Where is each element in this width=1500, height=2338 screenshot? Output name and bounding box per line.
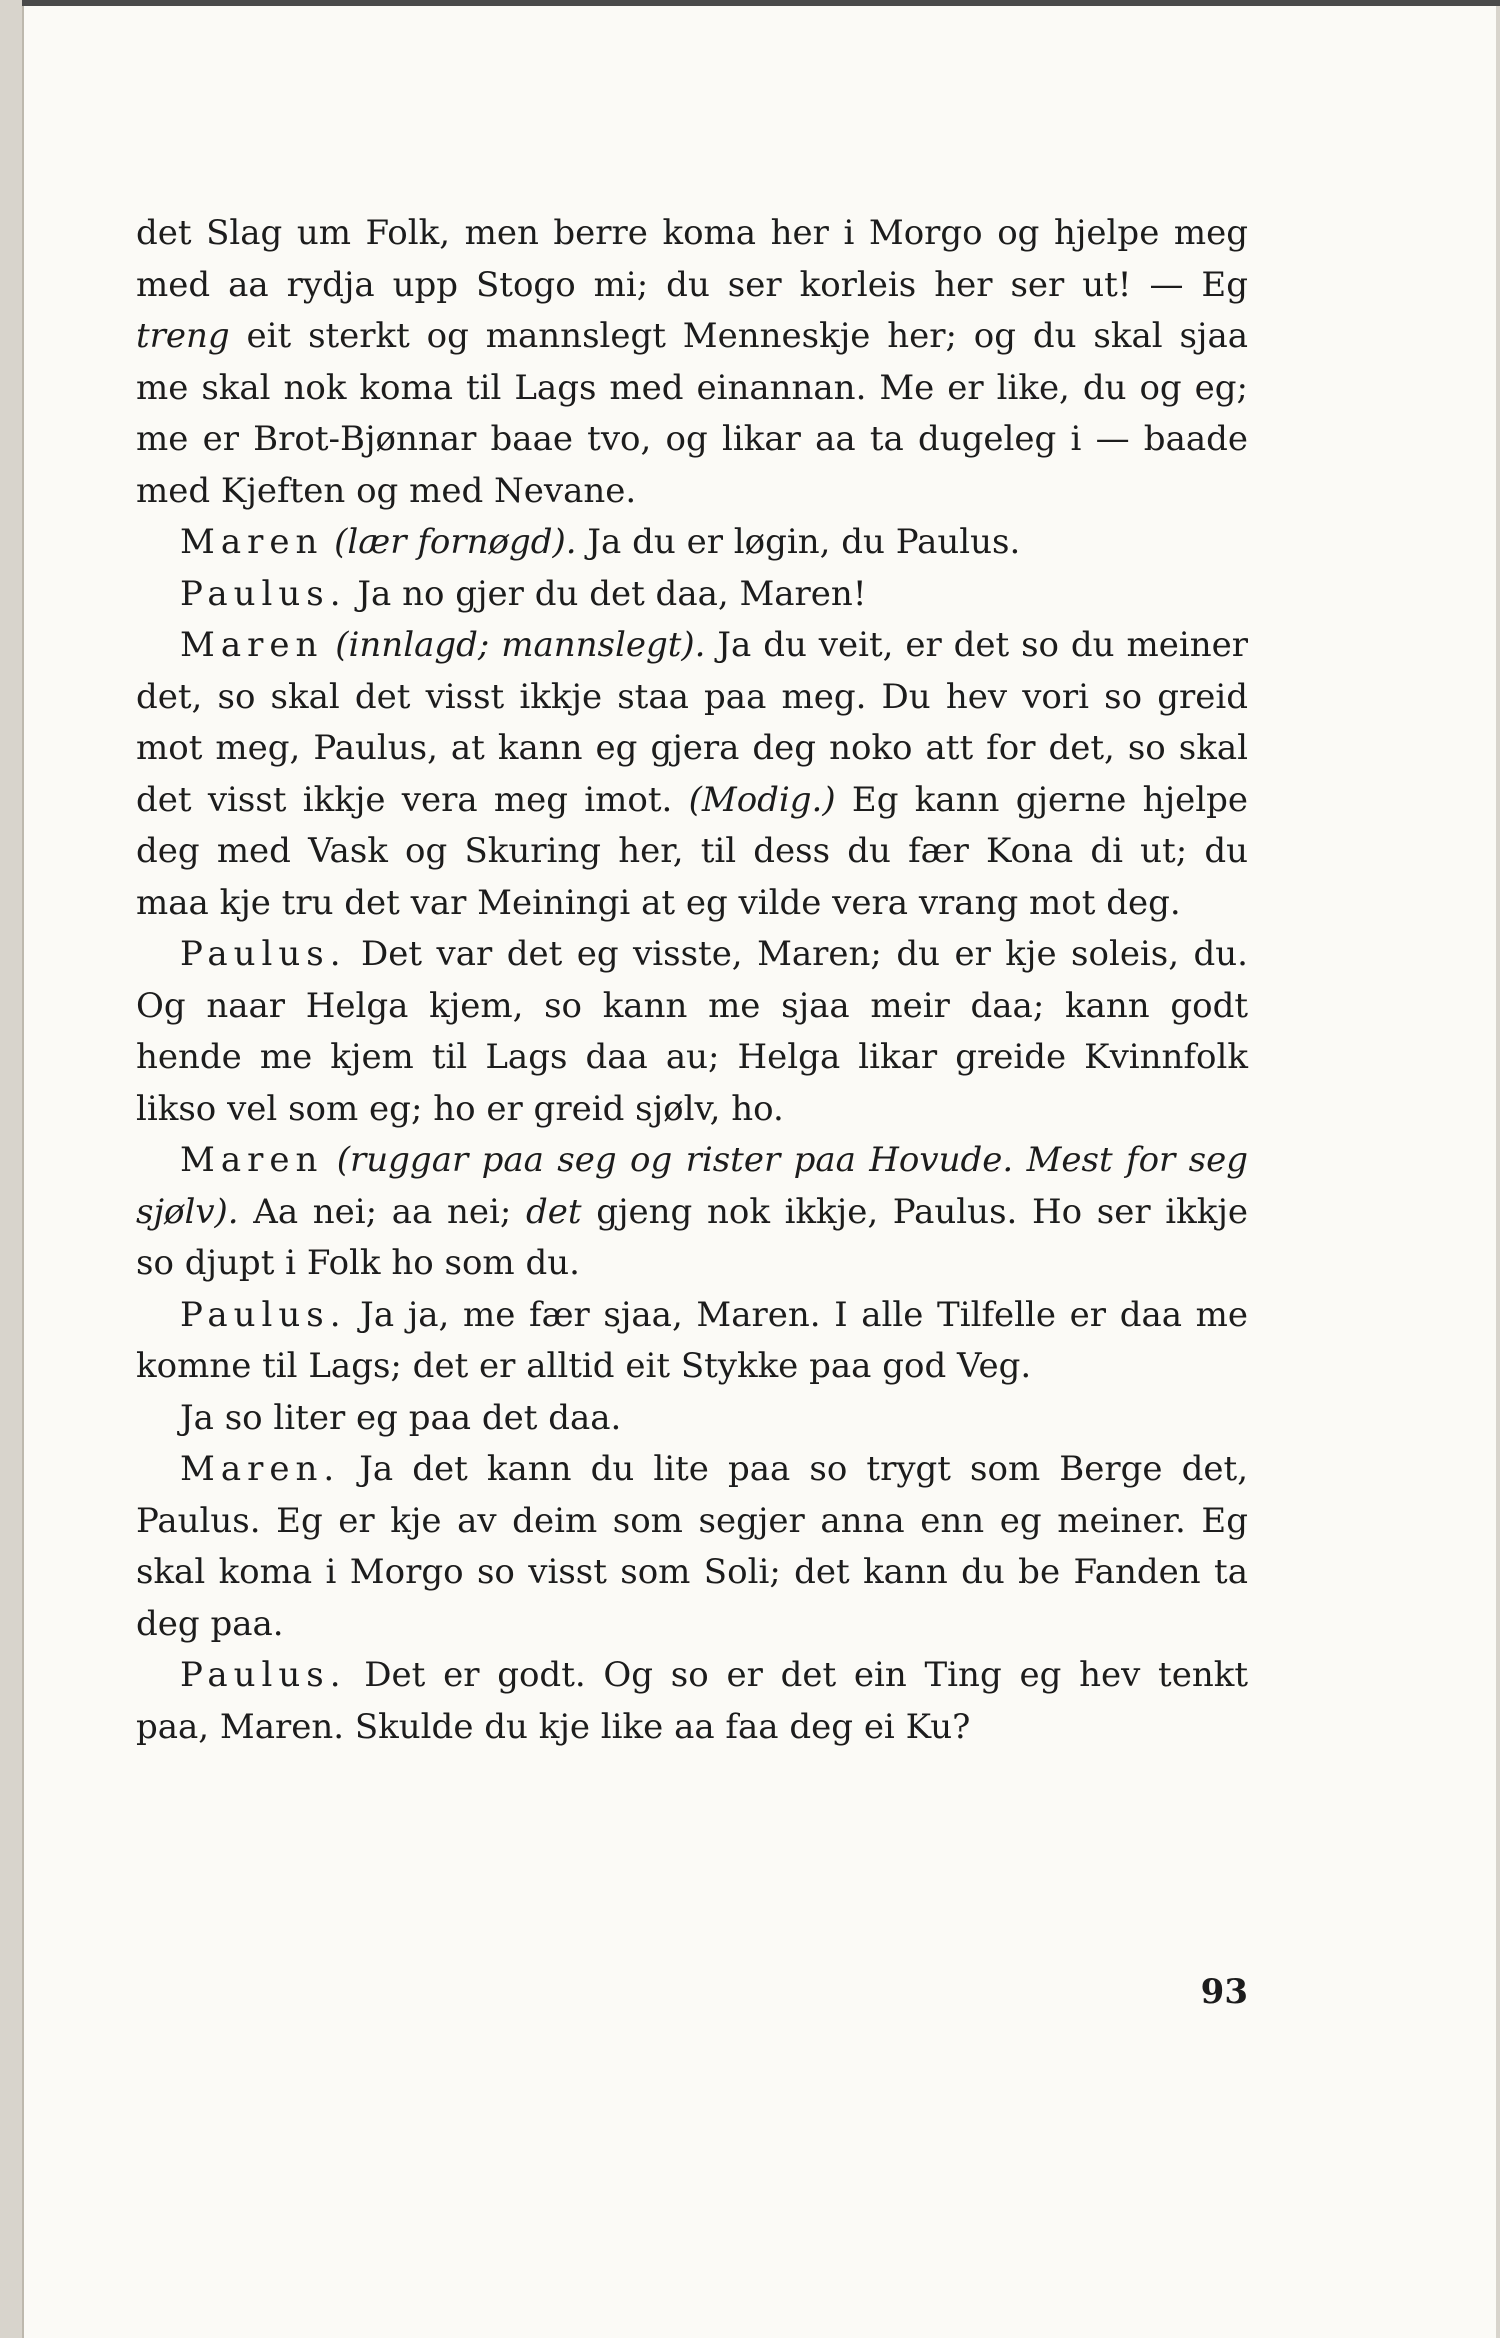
speaker-name: Maren	[180, 522, 324, 562]
paragraph	[136, 208, 1248, 517]
stage-direction: (innlagd; mannslegt).	[335, 625, 706, 665]
speaker-name: Maren.	[180, 1449, 341, 1489]
stage-direction: (ruggar paa seg og rister paa Hovude. Mest for seg sjølv).	[136, 1140, 1249, 1232]
dialogue-text: Ja du veit, er det so du meiner det, so skal det visst ikkje staa paa meg. Du hev vori so greid mot meg, Paulus, at kann eg gjera deg noko att for det, so skal det visst ikkje vera meg imot.	[136, 625, 1248, 820]
stage-direction: treng	[136, 316, 230, 356]
dialogue-text: Det var det eg visste, Maren; du er kje soleis, du. Og naar Helga kjem, so kann me sjaa meir daa; kann godt hende me kjem til Lags daa au; Helga likar greide Kvinnfolk likso vel som eg; ho er greid sjølv, ho.	[136, 934, 1248, 1129]
stage-direction: (Modig.)	[688, 779, 836, 820]
dialogue-text: Ja no gjer du det daa, Maren!	[346, 573, 867, 614]
dialogue-text	[323, 625, 335, 665]
stage-direction: (lær fornøgd).	[334, 522, 577, 562]
dialogue-text: Ja so liter eg paa det daa.	[180, 1397, 622, 1438]
dialogue-text: eit sterkt og mannslegt Menneskje her; og du skal sjaa me skal nok koma til Lags med einannan. Me er like, du og eg; me er Brot-Bjønnar baae tvo, og likar aa ta dugeleg i — baade med Kjeften og med Nevane.	[136, 316, 1248, 511]
paragraph	[136, 517, 1248, 569]
speaker-name: Paulus.	[180, 934, 347, 974]
paragraph	[136, 1444, 1248, 1650]
dialogue-text	[323, 522, 334, 562]
paragraph	[136, 1393, 1248, 1445]
page-body-text	[136, 208, 1248, 1753]
paragraph	[136, 1650, 1248, 1753]
dialogue-text: Eg kann gjerne hjelpe deg med Vask og Skuring her, til dess du fær Kona di ut; du maa kje tru det var Meiningi at eg vilde vera vrang mot deg.	[136, 779, 1248, 923]
paragraph	[136, 620, 1248, 929]
page-number: 93	[1200, 1972, 1248, 2012]
paragraph	[136, 929, 1248, 1135]
dialogue-text: gjeng nok ikkje, Paulus. Ho ser ikkje so djupt i Folk ho som du.	[136, 1191, 1248, 1283]
dialogue-text: Ja det kann du lite paa so trygt som Berge det, Paulus. Eg er kje av deim som segjer anna enn eg meiner. Eg skal koma i Morgo so visst som Soli; det kann du be Fanden ta deg paa.	[136, 1449, 1248, 1644]
paragraph	[136, 1135, 1248, 1290]
dialogue-text: Ja ja, me fær sjaa, Maren. I alle Tilfelle er daa me komne til Lags; det er alltid eit Stykke paa god Veg.	[136, 1294, 1248, 1386]
stage-direction: det	[525, 1191, 582, 1232]
dialogue-text: Ja du er løgin, du Paulus.	[576, 522, 1021, 562]
dialogue-text: Aa nei; aa nei;	[238, 1191, 526, 1232]
dialogue-text: det Slag um Folk, men berre koma her i Morgo og hjelpe meg med aa rydja upp Stogo mi; du ser korleis her ser ut! — Eg	[136, 213, 1248, 305]
dialogue-text	[323, 1140, 336, 1180]
paragraph	[136, 1290, 1248, 1393]
dialogue-text: Det er godt. Og so er det ein Ting eg hev tenkt paa, Maren. Skulde du kje like aa faa deg ei Ku?	[136, 1655, 1248, 1747]
speaker-name: Paulus.	[180, 573, 347, 614]
speaker-name: Paulus.	[180, 1294, 347, 1335]
speaker-name: Maren	[180, 625, 324, 665]
speaker-name: Maren	[180, 1140, 324, 1180]
speaker-name: Paulus.	[180, 1655, 347, 1695]
paragraph	[136, 569, 1248, 621]
